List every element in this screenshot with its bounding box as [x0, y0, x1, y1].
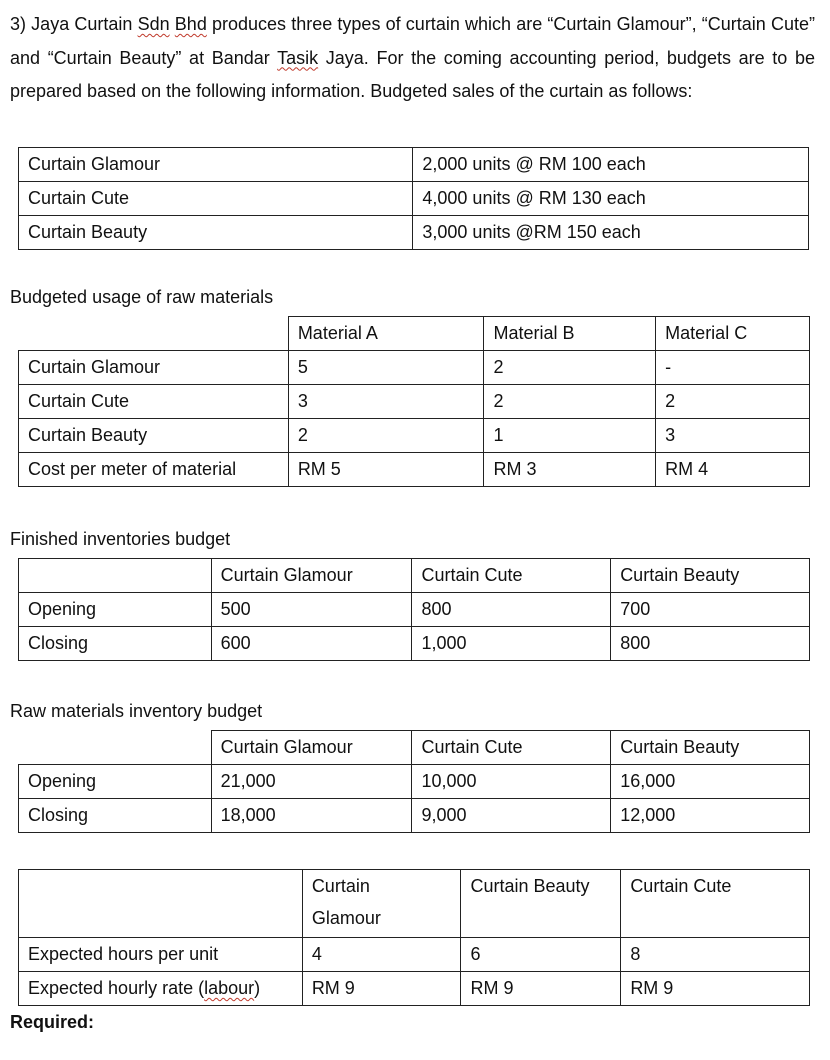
blank-cell [19, 317, 289, 351]
column-header: Curtain Glamour [211, 731, 412, 765]
column-header: Material B [484, 317, 656, 351]
cell-value: RM 9 [461, 972, 621, 1006]
table-row [19, 351, 810, 385]
table-row [19, 938, 810, 972]
cell-value: RM 9 [621, 972, 810, 1006]
column-header: Material C [656, 317, 810, 351]
cell-value: RM 4 [656, 453, 810, 487]
cell-product: Curtain Glamour [19, 148, 413, 182]
cell-value: 3 [288, 385, 484, 419]
spelling-flag: Tasik [277, 47, 319, 68]
cell-value: 12,000 [611, 799, 810, 833]
cell-value: 2 [656, 385, 810, 419]
table-row [19, 972, 810, 1006]
cell-value: 600 [211, 627, 412, 661]
row-label: Expected hourly rate (labour) [19, 972, 303, 1006]
cell-value: 800 [611, 627, 810, 661]
row-label: Expected hours per unit [19, 938, 303, 972]
table-row [19, 593, 810, 627]
cell-value: - [656, 351, 810, 385]
column-header: Curtain Cute [412, 731, 611, 765]
cell-value: 500 [211, 593, 412, 627]
row-label: Closing [19, 627, 212, 661]
raw-inventory-table [18, 730, 810, 833]
column-header [302, 870, 461, 938]
table-row [19, 216, 809, 250]
column-header: Curtain Beauty [461, 870, 621, 938]
table-row [19, 453, 810, 487]
cell-value: 2 [288, 419, 484, 453]
blank-cell [19, 559, 212, 593]
cell-value: 3 [656, 419, 810, 453]
table-row [19, 182, 809, 216]
table-row [19, 385, 810, 419]
labour-table [18, 869, 810, 1006]
column-header: Curtain Glamour [211, 559, 412, 593]
row-label: Curtain Cute [19, 385, 289, 419]
cell-value: 16,000 [611, 765, 810, 799]
column-header: Curtain Beauty [611, 559, 810, 593]
row-label: Curtain Beauty [19, 419, 289, 453]
column-header: Material A [288, 317, 484, 351]
table-header-row [19, 317, 810, 351]
table-header-row [19, 559, 810, 593]
row-label: Curtain Glamour [19, 351, 289, 385]
cell-value: 2 [484, 385, 656, 419]
cell-value: 1,000 [412, 627, 611, 661]
spelling-flag: labour [204, 978, 255, 998]
cell-value: 4 [302, 938, 461, 972]
cell-value: 800 [412, 593, 611, 627]
cell-detail: 3,000 units @RM 150 each [413, 216, 809, 250]
header-line: Curtain [311, 876, 370, 896]
finished-inventory-table [18, 558, 810, 661]
cell-value: 9,000 [412, 799, 611, 833]
table-row [19, 148, 809, 182]
cell-detail: 4,000 units @ RM 130 each [413, 182, 809, 216]
materials-heading: Budgeted usage of raw materials [10, 287, 274, 307]
cell-product: Curtain Beauty [19, 216, 413, 250]
row-label: Opening [19, 593, 212, 627]
cell-value: 8 [621, 938, 810, 972]
table-header-row [19, 870, 810, 938]
required-label: Required: [10, 1012, 95, 1032]
cell-value: 700 [611, 593, 810, 627]
cell-detail: 2,000 units @ RM 100 each [413, 148, 809, 182]
cell-value: RM 9 [302, 972, 461, 1006]
spelling-flag: Sdn [137, 14, 170, 34]
cell-product: Curtain Cute [19, 182, 413, 216]
table-header-row [19, 731, 810, 765]
cell-value: 2 [484, 351, 656, 385]
cell-value: 10,000 [412, 765, 611, 799]
cell-value: 6 [461, 938, 621, 972]
cell-value: 5 [288, 351, 484, 385]
finished-heading: Finished inventories budget [10, 529, 231, 549]
spelling-flag: Bhd [174, 14, 207, 34]
column-header: Curtain Cute [412, 559, 611, 593]
table-row [19, 765, 810, 799]
header-line: Glamour [311, 908, 381, 928]
question-intro: 3) Jaya Curtain Sdn Bhd produces three types of curtain which are “Curtain Glamour”, “Curtain Cute” and “Curtain Beauty” at Bandar Tasik Jaya. For the coming accounting period, budgets are to be prepared based on the following information. Budgeted sales of the curtain as follows: [10, 14, 815, 101]
sales-table [18, 147, 809, 250]
row-label: Closing [19, 799, 212, 833]
cell-value: RM 5 [288, 453, 484, 487]
cell-value: RM 3 [484, 453, 656, 487]
materials-table [18, 316, 810, 487]
cell-value: 1 [484, 419, 656, 453]
row-label: Opening [19, 765, 212, 799]
raw-inventory-heading: Raw materials inventory budget [10, 701, 263, 721]
cell-value: 21,000 [211, 765, 412, 799]
cell-value: 18,000 [211, 799, 412, 833]
column-header: Curtain Cute [621, 870, 810, 938]
table-row [19, 627, 810, 661]
blank-cell [19, 731, 212, 765]
table-row [19, 799, 810, 833]
row-label: Cost per meter of material [19, 453, 289, 487]
table-row [19, 419, 810, 453]
column-header: Curtain Beauty [611, 731, 810, 765]
blank-cell [19, 870, 303, 938]
